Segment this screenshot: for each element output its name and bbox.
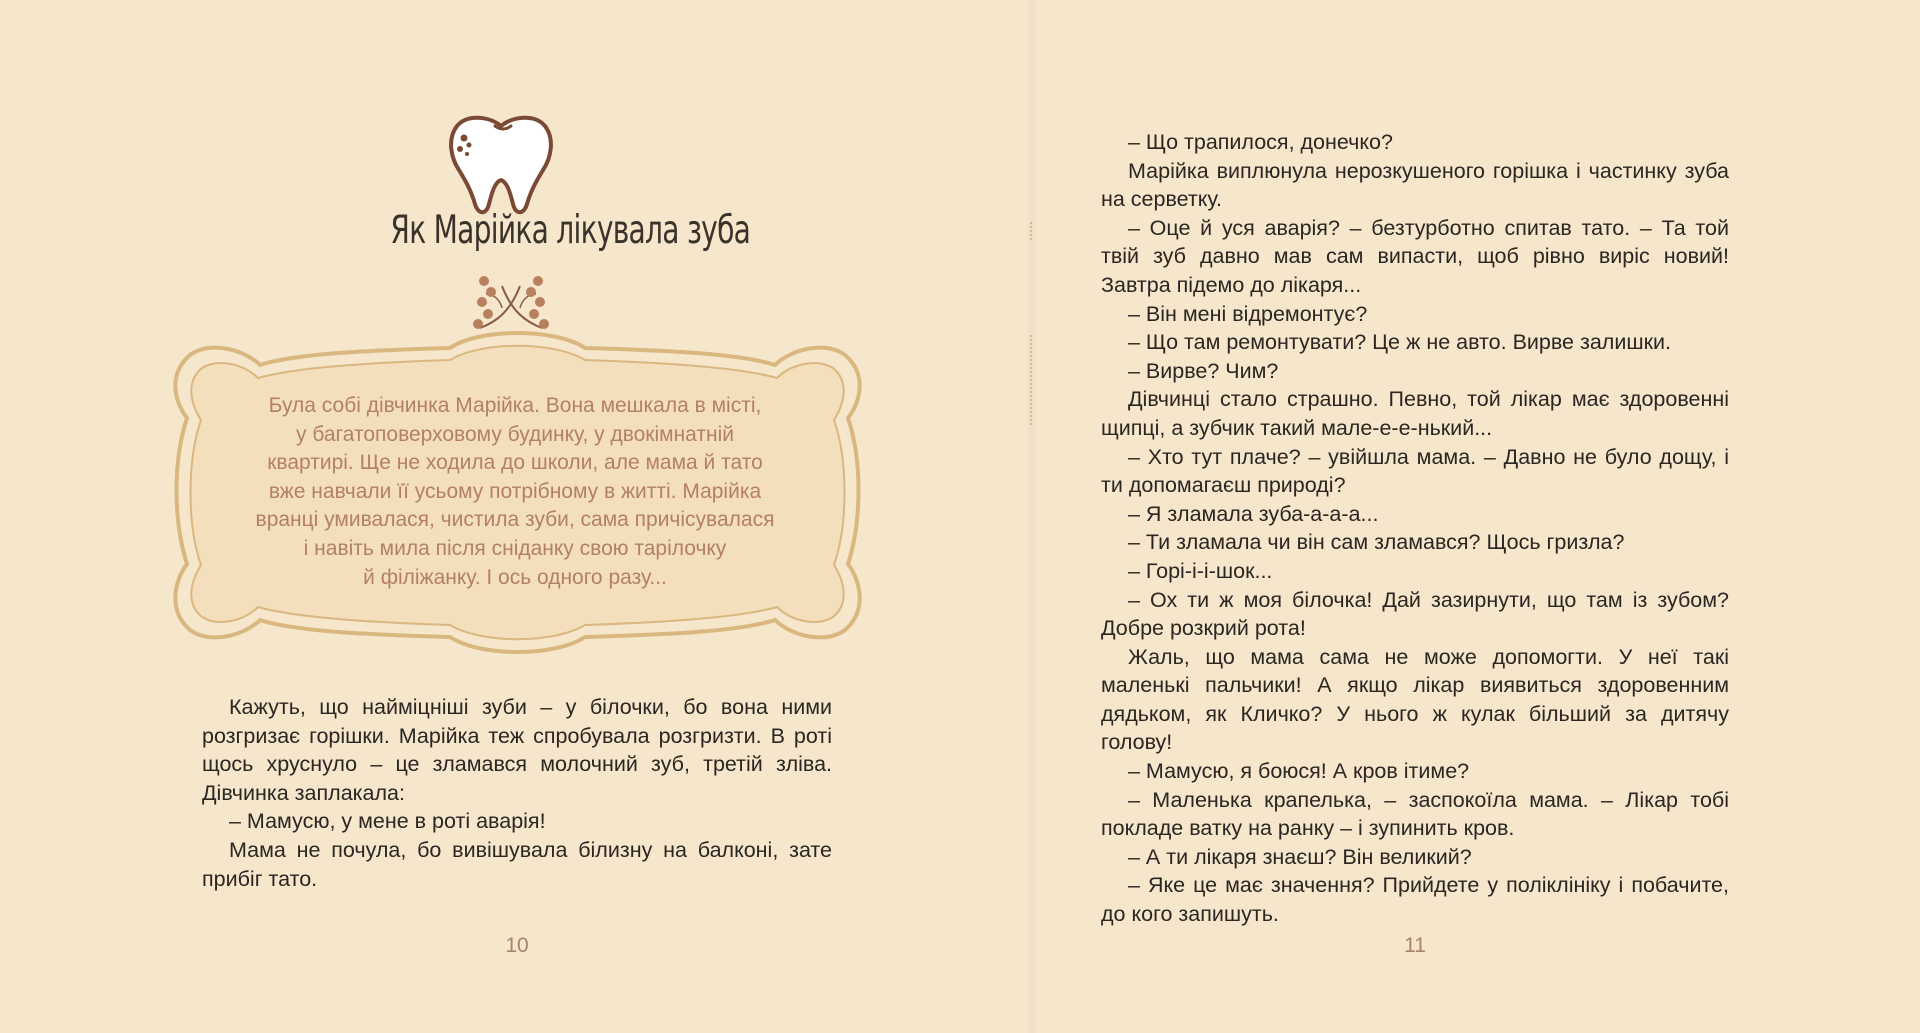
intro-line: і навіть мила після сніданку свою тарілочку [303,536,727,560]
paragraph: Марiйка виплюнула нерозкушеного горiшка i частинку зуба на серветку. [1101,158,1729,212]
paragraph: Кажуть, що наймiцнiшi зуби – у бiлочки, бо вона ними розгризає горiшки. Марiйка теж спробувала розгризти. В ротi щось хруснуло – це зламався молочний зуб, третiй злiва. Дiвчинка заплакала: [202,695,832,805]
book-gutter [1026,0,1038,1033]
paragraph: – Вiн менi вiдремонтує? [1128,301,1368,326]
paragraph: – Маленька крапелька, – заспокоїла мама. – Лiкар тобi покладе ватку на ранку – i зупинить кров. [1101,787,1729,841]
right-body-text [1101,128,1729,929]
paragraph: Дiвчинцi стало страшно. Певно, той лiкар має здоровеннi щипцi, а зубчик такий мале-е-е-нький... [1101,387,1729,440]
paragraph: – Хто тут плаче? – увiйшла мама. – Давно не було дощу, i ти допомагаєш природi? [1101,444,1729,498]
paragraph: – Горi-i-i-шок... [1128,558,1273,583]
intro-line: вже навчали її усьому потрібному в житті. Марійка [268,479,762,503]
paragraph: – Оце й уся аварiя? – безтурботно спитав тато. – Та той твiй зуб давно мав сам випасти, щоб рiвно вирiс новий! Завтра пiдемо до лiкаря... [1101,215,1729,297]
paragraph: – Я зламала зуба-а-а-а... [1128,501,1379,526]
paragraph: Жаль, що мама сама не може допомогти. У неї такi маленькi пальчики! А якщо лiкар виявиться здоровенним дядьком, як Кличко? У нього ж кулак бiльший за дитячу голову! [1101,644,1729,755]
gutter-mark [1030,222,1034,240]
intro-line: й філіжанку. І ось одного разу... [363,565,667,589]
intro-line: вранці умивалася, чистила зуби, сама причісувалася [255,508,775,532]
paragraph: – Що трапилося, донечко? [1128,130,1393,154]
gutter-mark [1030,335,1034,425]
page-number: 10 [505,934,529,957]
tooth-icon [445,112,557,220]
paragraph: – Ох ти ж моя бiлочка! Дай зазирнути, що там iз зубом? Добре розкрий рота! [1101,587,1729,641]
intro-text [205,392,825,592]
paragraph: – Ти зламала чи вiн сам зламався? Щось гризла? [1128,530,1625,555]
intro-line: у багатоповерховому будинку, у двокімнатній [295,422,735,446]
paragraph: Мама не почула, бо вивiшувала бiлизну на балконi, зате прибiг тато. [202,837,832,891]
left-body-text [202,693,832,893]
intro-line: Була собі дівчинка Марійка. Вона мешкала в місті, [268,394,762,417]
paragraph: – Що там ремонтувати? Це ж не авто. Вирве залишки. [1128,330,1671,355]
paragraph: – Мамусю, у мене в ротi аварiя! [229,809,546,834]
chapter-title: Як Марійка лікувала зуба [390,208,751,253]
page-number: 11 [1404,934,1426,957]
paragraph: – Яке це має значення? Прийдете у полiклiнiку i побачите, до кого запишуть. [1101,873,1729,927]
paragraph: – Вирве? Чим? [1128,358,1279,383]
paragraph: – Мамусю, я боюся! А кров iтиме? [1128,759,1470,784]
intro-line: квартирі. Ще не ходила до школи, але мама й тато [267,451,763,475]
paragraph: – А ти лiкаря знаєш? Вiн великий? [1128,844,1472,869]
